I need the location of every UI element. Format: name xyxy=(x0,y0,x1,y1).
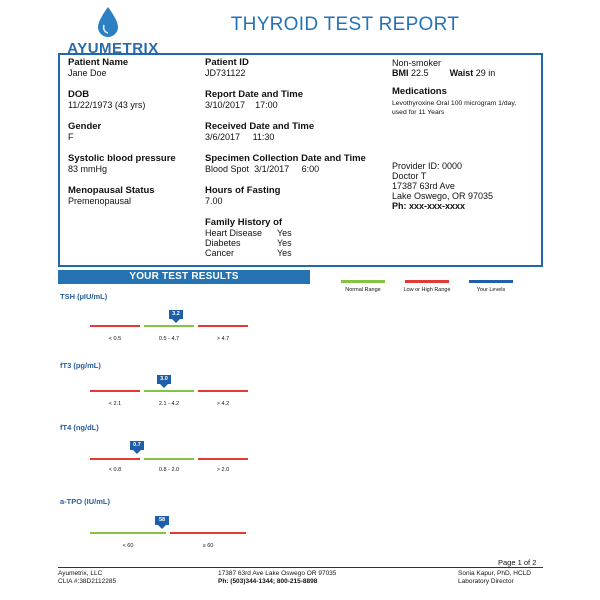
director-name: Sonia Kapur, PhD, HCLD xyxy=(458,570,531,577)
ft4-high-label: > 2.0 xyxy=(216,467,230,473)
footer-contact xyxy=(218,570,336,586)
company-name: Ayumetrix, LLC xyxy=(58,570,103,577)
fasting-value: 7.00 xyxy=(205,196,223,206)
ft3-high-label: > 4.2 xyxy=(216,401,230,407)
atpo-title: a-TPO (IU/mL) xyxy=(60,497,110,506)
tsh-low-label: < 0.5 xyxy=(108,336,122,342)
menopausal-value: Premenopausal xyxy=(68,196,132,206)
family-history-item: Cancer Yes xyxy=(205,248,292,258)
provider-id: Provider ID: 0000 xyxy=(392,161,463,171)
tsh-high-bar xyxy=(198,325,248,327)
received-date-label: Received Date and Time xyxy=(205,121,315,132)
patient-column-left xyxy=(68,58,203,218)
received-date-value xyxy=(205,132,390,142)
ft3-high-bar xyxy=(198,390,248,392)
atpo-high-label: ≥ 60 xyxy=(202,543,214,549)
ft3-normal-bar xyxy=(144,390,194,392)
family-history-item: Heart Disease Yes xyxy=(205,228,292,238)
footer-divider xyxy=(58,567,543,568)
specimen-date-label: Specimen Collection Date and Time xyxy=(205,153,366,164)
footer-company xyxy=(58,570,116,586)
medications-line2: used for 11 Years xyxy=(392,109,445,116)
legend-normal xyxy=(341,280,398,293)
bp-value: 83 mmHg xyxy=(68,164,108,174)
bmi-label: BMI xyxy=(392,68,409,78)
director-title: Laboratory Director xyxy=(458,578,514,585)
ft3-low-bar xyxy=(90,390,140,392)
specimen-date: 3/1/2017 xyxy=(254,164,290,174)
specimen-date-value xyxy=(205,164,390,174)
waist-value: 29 in xyxy=(475,68,496,78)
tsh-normal-bar xyxy=(144,325,194,327)
ft3-low-label: < 2.1 xyxy=(108,401,122,407)
provider-phone: Ph: xxx-xxx-xxxx xyxy=(392,201,466,211)
company-address: 17387 63rd Ave Lake Oswego OR 97035 xyxy=(218,570,337,577)
ft4-normal-bar xyxy=(144,458,194,460)
provider-address2: Lake Oswego, OR 97035 xyxy=(392,191,494,201)
smoker-status: Non-smoker xyxy=(392,58,442,68)
company-phone: Ph: (503)344-1344; 800-215-8898 xyxy=(218,578,318,585)
dob-label: DOB xyxy=(68,89,90,100)
report-date: 3/10/2017 xyxy=(205,100,246,110)
ft3-level-marker: 3.0 xyxy=(157,375,171,384)
provider-address1: 17387 63rd Ave xyxy=(392,181,455,191)
report-date-value xyxy=(205,100,390,110)
family-history-item: Diabetes Yes xyxy=(205,238,292,248)
tsh-level-marker: 3.2 xyxy=(169,310,183,319)
received-date: 3/6/2017 xyxy=(205,132,241,142)
ft3-normal-label: 2.1 - 4.2 xyxy=(158,401,180,407)
specimen-time: 6:00 xyxy=(301,164,320,174)
bmi-value: 22.5 xyxy=(411,68,429,78)
atpo-high-bar xyxy=(170,532,246,534)
test-results-header: YOUR TEST RESULTS xyxy=(58,270,310,284)
logo-text: AYUMETRIX xyxy=(67,40,159,57)
menopausal-label: Menopausal Status xyxy=(68,185,155,196)
fasting-label: Hours of Fasting xyxy=(205,185,281,196)
report-title: THYROID TEST REPORT xyxy=(230,14,460,35)
waist-label: Waist xyxy=(449,68,474,78)
clia-number: CLIA #:38D2112285 xyxy=(58,578,117,585)
provider-block xyxy=(392,161,542,211)
footer-director xyxy=(458,570,531,586)
patient-column-right xyxy=(392,58,542,211)
legend-yours-bar xyxy=(469,280,513,283)
gender-value: F xyxy=(68,132,74,142)
provider-name: Doctor T xyxy=(392,171,427,181)
ft3-title: fT3 (pg/mL) xyxy=(60,361,101,370)
atpo-normal-bar xyxy=(90,532,166,534)
legend-yours-label: Your Levels xyxy=(476,287,506,293)
medications-label: Medications xyxy=(392,86,447,97)
legend-abnormal-bar xyxy=(405,280,449,283)
gender-label: Gender xyxy=(68,121,102,132)
legend-normal-bar xyxy=(341,280,385,283)
dob-value: 11/22/1973 (43 yrs) xyxy=(68,100,146,110)
ft4-title: fT4 (ng/dL) xyxy=(60,423,99,432)
legend-abnormal-label: Low or High Range xyxy=(403,287,451,293)
family-history-label: Family History of xyxy=(205,217,283,228)
tsh-title: TSH (µIU/mL) xyxy=(60,292,108,301)
ft4-level-marker: 0.7 xyxy=(130,441,144,450)
legend-abnormal xyxy=(405,280,462,293)
patient-info-box xyxy=(58,53,543,267)
page-number: Page 1 of 2 xyxy=(498,558,537,567)
ft4-normal-label: 0.8 - 2.0 xyxy=(158,467,180,473)
tsh-high-label: > 4.7 xyxy=(216,336,230,342)
legend-normal-label: Normal Range xyxy=(345,287,381,293)
water-drop-icon xyxy=(96,6,120,38)
patient-column-middle xyxy=(205,58,390,270)
bmi-waist-row xyxy=(392,68,542,78)
family-history xyxy=(205,218,390,258)
medications-line1: Levothyroxine Oral 100 microgram 1/day, xyxy=(392,100,517,107)
bp-label: Systolic blood pressure xyxy=(68,153,176,164)
ft4-low-label: < 0.8 xyxy=(108,467,122,473)
specimen-type: Blood Spot xyxy=(205,164,250,174)
atpo-low-label: < 60 xyxy=(122,543,134,549)
legend-yours xyxy=(469,280,526,293)
report-time: 17:00 xyxy=(255,100,278,110)
ft4-high-bar xyxy=(198,458,248,460)
tsh-low-bar xyxy=(90,325,140,327)
received-time: 11:30 xyxy=(252,132,275,142)
patient-id: JD731122 xyxy=(205,68,246,78)
atpo-level-marker: 58 xyxy=(155,516,169,525)
patient-id-label: Patient ID xyxy=(205,57,249,68)
tsh-normal-label: 0.5 - 4.7 xyxy=(158,336,180,342)
report-date-label: Report Date and Time xyxy=(205,89,304,100)
patient-name: Jane Doe xyxy=(68,68,107,78)
company-logo xyxy=(58,6,168,56)
patient-name-label: Patient Name xyxy=(68,57,129,68)
ft4-low-bar xyxy=(90,458,140,460)
